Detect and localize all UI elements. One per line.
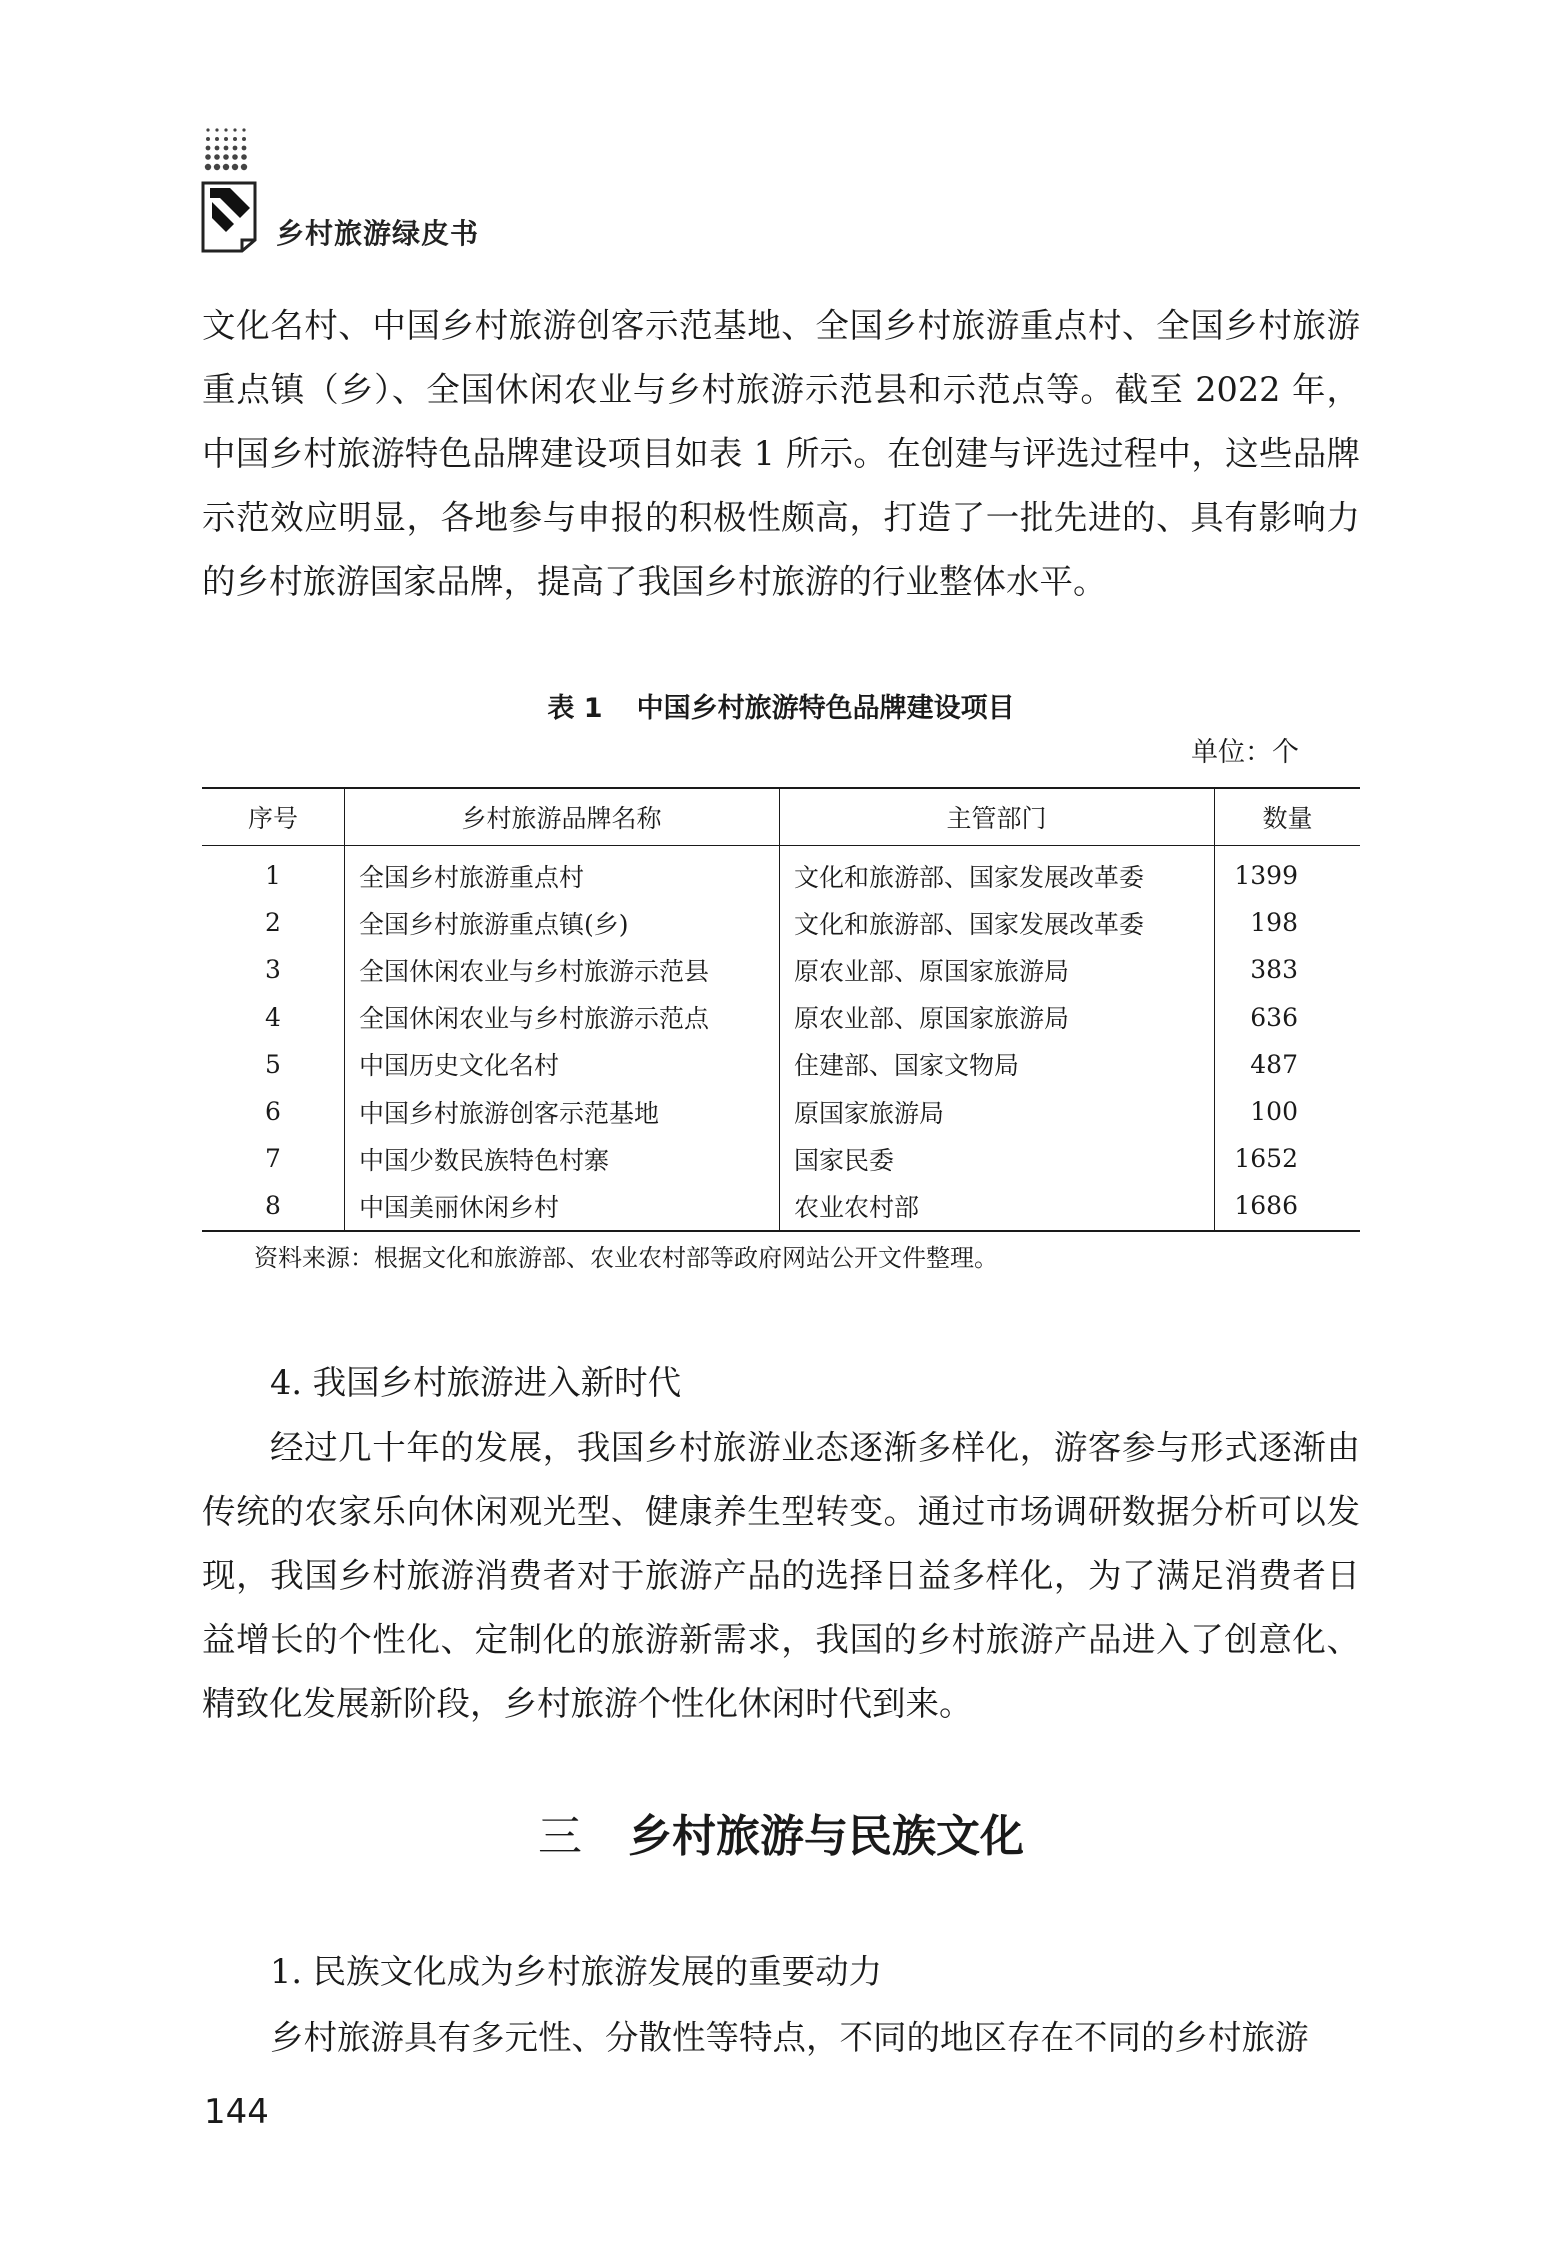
cell-name: 全国乡村旅游重点村 <box>345 846 780 900</box>
section-heading <box>202 1800 1360 1864</box>
header-name: 乡村旅游品牌名称 <box>345 788 780 846</box>
cell-dept: 原农业部、原国家旅游局 <box>780 946 1215 993</box>
table-header-row <box>202 788 1360 846</box>
cell-index: 3 <box>265 955 281 985</box>
brand-table <box>202 787 1360 1232</box>
cell-count: 100 <box>1215 1088 1361 1135</box>
book-corner-icon <box>200 180 260 254</box>
dot-grid-icon <box>204 126 252 174</box>
cell-count: 636 <box>1215 994 1361 1041</box>
header-dept: 主管部门 <box>780 788 1215 846</box>
cell-dept: 国家民委 <box>780 1135 1215 1182</box>
table-row <box>202 899 1360 946</box>
table-row <box>202 1135 1360 1182</box>
body-paragraph: 经过几十年的发展，我国乡村旅游业态逐渐多样化，游客参与形式逐渐由传统的农家乐向休闲观光型、健康养生型转变。通过市场调研数据分析可以发现，我国乡村旅游消费者对于旅游产品的选择日益多样化，为了满足消费者日益增长的个性化、定制化的旅游新需求，我国的乡村旅游产品进入了创意化、精致化发展新阶段，乡村旅游个性化休闲时代到来。 <box>202 1428 1360 1723</box>
page-number: 144 <box>204 2092 269 2132</box>
cell-index: 4 <box>265 1002 281 1032</box>
cell-count: 487 <box>1215 1041 1361 1088</box>
cell-dept: 农业农村部 <box>780 1182 1215 1230</box>
cell-dept: 住建部、国家文物局 <box>780 1041 1215 1088</box>
series-title: 乡村旅游绿皮书 <box>276 217 480 250</box>
table-row <box>202 1182 1360 1230</box>
cell-dept: 原国家旅游局 <box>780 1088 1215 1135</box>
table-row <box>202 994 1360 1041</box>
cell-name: 全国乡村旅游重点镇(乡) <box>345 899 780 946</box>
cell-index: 5 <box>265 1049 281 1079</box>
table-row <box>202 846 1360 900</box>
cell-index: 6 <box>265 1097 281 1127</box>
table-caption-title: 中国乡村旅游特色品牌建设项目 <box>636 693 1015 724</box>
subheading: 4. 我国乡村旅游进入新时代 <box>270 1363 682 1402</box>
cell-count: 1652 <box>1215 1135 1361 1182</box>
cell-index: 7 <box>265 1144 281 1174</box>
cell-index: 8 <box>265 1191 281 1221</box>
subheading: 1. 民族文化成为乡村旅游发展的重要动力 <box>270 1952 883 1991</box>
table-row <box>202 1088 1360 1135</box>
cell-count: 383 <box>1215 946 1361 993</box>
cell-name: 全国休闲农业与乡村旅游示范县 <box>345 946 780 993</box>
cell-name: 中国美丽休闲乡村 <box>345 1182 780 1230</box>
cell-dept: 文化和旅游部、国家发展改革委 <box>780 899 1215 946</box>
table-row <box>202 946 1360 993</box>
table-source-note: 资料来源：根据文化和旅游部、农业农村部等政府网站公开文件整理。 <box>254 1244 998 1272</box>
cell-dept: 文化和旅游部、国家发展改革委 <box>780 846 1215 900</box>
cell-index: 1 <box>265 861 281 891</box>
body-paragraph: 乡村旅游具有多元性、分散性等特点，不同的地区存在不同的乡村旅游 <box>270 2018 1309 2057</box>
header-index: 序号 <box>247 804 298 833</box>
cell-name: 中国乡村旅游创客示范基地 <box>345 1088 780 1135</box>
running-header <box>200 126 600 266</box>
cell-count: 198 <box>1215 899 1361 946</box>
cell-name: 中国历史文化名村 <box>345 1041 780 1088</box>
section-title: 乡村旅游与民族文化 <box>628 1811 1024 1862</box>
table-row <box>202 1041 1360 1088</box>
section-number: 三 <box>538 1811 582 1862</box>
cell-count: 1399 <box>1215 846 1361 900</box>
cell-count: 1686 <box>1215 1182 1361 1230</box>
body-paragraph: 文化名村、中国乡村旅游创客示范基地、全国乡村旅游重点村、全国乡村旅游重点镇（乡）、全国休闲农业与乡村旅游示范县和示范点等。截至 2022 年，中国乡村旅游特色品牌建设项目如表 1 所示。在创建与评选过程中，这些品牌示范效应明显，各地参与申报的积极性颇高，打造了一批先进的、具有影响力的乡村旅游国家品牌，提高了我国乡村旅游的行业整体水平。 <box>202 306 1360 601</box>
cell-dept: 原农业部、原国家旅游局 <box>780 994 1215 1041</box>
table-caption <box>202 686 1360 725</box>
cell-name: 中国少数民族特色村寨 <box>345 1135 780 1182</box>
header-count: 数量 <box>1215 788 1361 846</box>
table-unit-note: 单位：个 <box>1191 737 1299 768</box>
cell-name: 全国休闲农业与乡村旅游示范点 <box>345 994 780 1041</box>
table-caption-number: 表 1 <box>547 693 603 724</box>
cell-index: 2 <box>265 908 281 938</box>
